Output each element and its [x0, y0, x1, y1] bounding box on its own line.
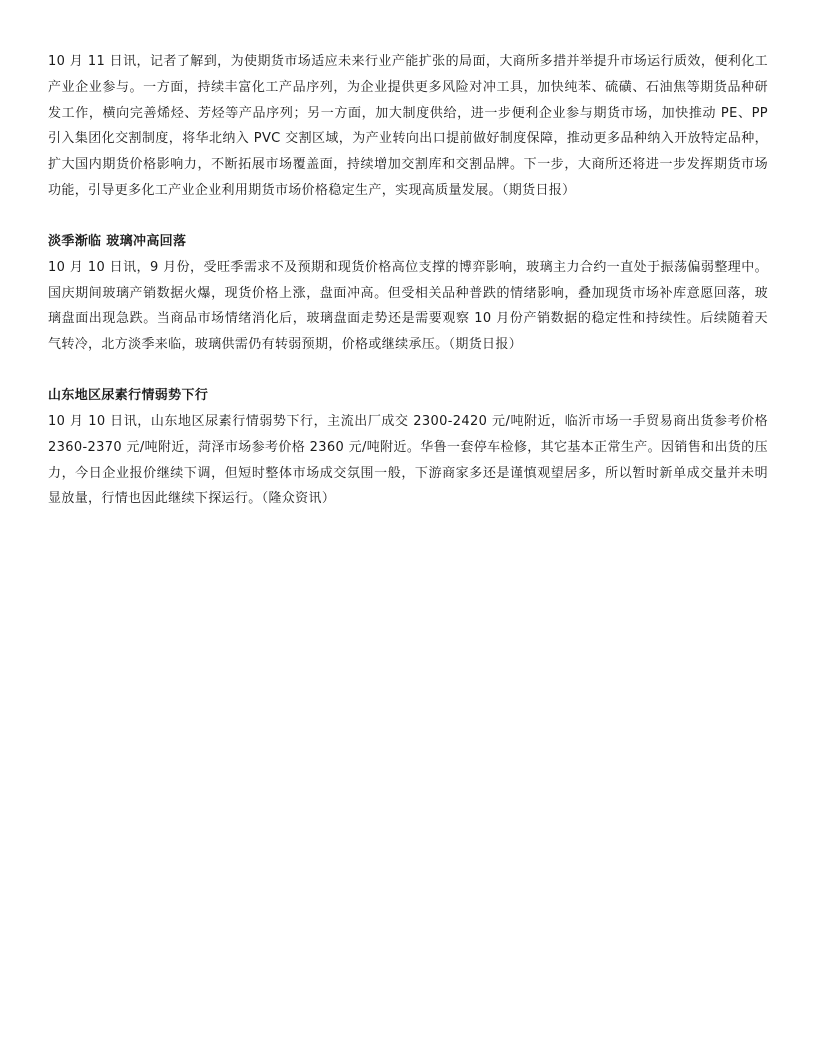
article-body: 10 月 10 日讯，山东地区尿素行情弱势下行，主流出厂成交 2300-2420 元/吨附近，临沂市场一手贸易商出货参考价格 2360-2370 元/吨附近，菏泽市场参考价格 2360 元/吨附近。华鲁一套停车检修，其它基本正常生产。因销售和出货的压力，今日企业报价继续下调，但短时整体市场成交氛围一般，下游商家多还是谨慎观望居多，所以暂时新单成交量并未明显放量，行情也因此继续下探运行。（隆众资讯） [48, 413, 768, 507]
article-urea [48, 383, 768, 512]
article-glass [48, 229, 768, 358]
intro-paragraph: 10 月 11 日讯，记者了解到，为使期货市场适应未来行业产能扩张的局面，大商所多措并举提升市场运行质效，便利化工产业企业参与。一方面，持续丰富化工产品序列，为企业提供更多风险对冲工具，加快纯苯、硫磺、石油焦等期货品种研发工作，横向完善烯烃、芳烃等产品序列；另一方面，加大制度供给，进一步便利企业参与期货市场，加快推动 PE、PP 引入集团化交割制度，将华北纳入 PVC 交割区域，为产业转向出口提前做好制度保障，推动更多品种纳入开放特定品种，扩大国内期货价格影响力，不断拓展市场覆盖面，持续增加交割库和交割品牌。下一步，大商所还将进一步发挥期货市场功能，引导更多化工产业企业利用期货市场价格稳定生产，实现高质量发展。（期货日报） [48, 54, 768, 198]
article-body: 10 月 10 日讯，9 月份，受旺季需求不及预期和现货价格高位支撑的博弈影响，玻璃主力合约一直处于振荡偏弱整理中。国庆期间玻璃产销数据火爆，现货价格上涨，盘面冲高。但受相关品种普跌的情绪影响，叠加现货市场补库意愿回落，玻璃盘面出现急跌。当商品市场情绪消化后，玻璃盘面走势还是需要观察 10 月份产销数据的稳定性和持续性。后续随着天气转冷，北方淡季来临，玻璃供需仍有转弱预期，价格或继续承压。（期货日报） [48, 259, 768, 353]
article-title: 山东地区尿素行情弱势下行 [48, 387, 209, 403]
article-title: 淡季渐临 玻璃冲高回落 [48, 233, 187, 249]
document-page [48, 49, 768, 512]
